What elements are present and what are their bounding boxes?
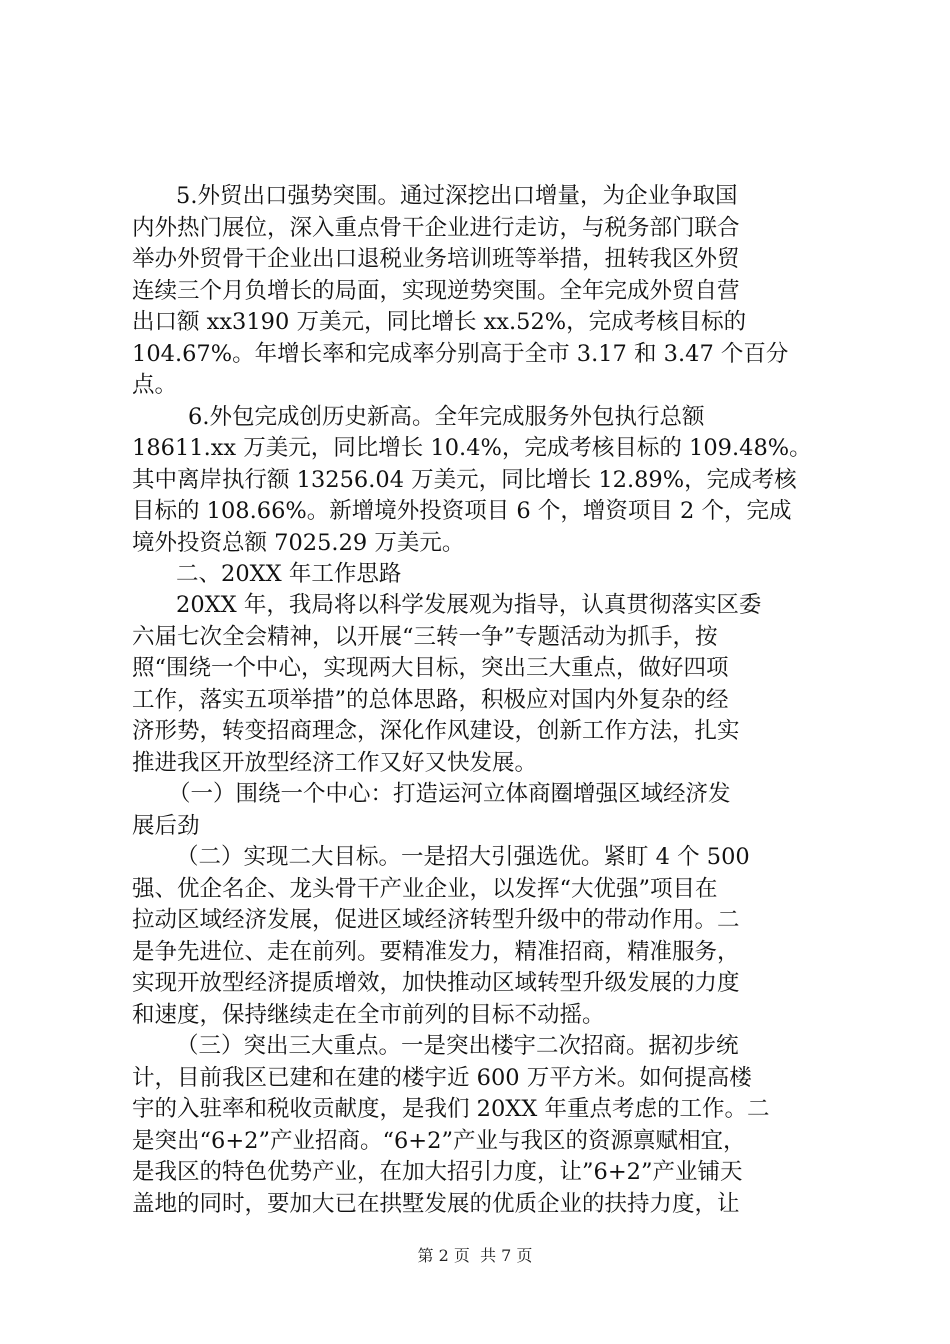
paragraph-line: 104.67%。年增长率和完成率分别高于全市 3.17 和 3.47 个百分 bbox=[132, 341, 789, 367]
paragraph-line: 是我区的特色优势产业，在加大招引力度，让”6+2”产业铺天 bbox=[132, 1159, 743, 1185]
paragraph-line: 境外投资总额 7025.29 万美元。 bbox=[132, 530, 465, 556]
paragraph-line: 内外热门展位，深入重点骨干企业进行走访，与税务部门联合 bbox=[132, 215, 740, 241]
section-heading: 二、20XX 年工作思路 bbox=[176, 561, 402, 587]
paragraph-line: 18611.xx 万美元，同比增长 10.4%，完成考核目标的 109.48%。 bbox=[132, 435, 812, 461]
subsection-heading: （一）围绕一个中心：打造运河立体商圈增强区域经济发 bbox=[168, 781, 731, 807]
paragraph-line: 强、优企名企、龙头骨干产业企业，以发挥“大优强”项目在 bbox=[132, 876, 718, 902]
paragraph-line: 盖地的同时，要加大已在拱墅发展的优质企业的扶持力度，让 bbox=[132, 1191, 740, 1217]
paragraph-line: 出口额 xx3190 万美元，同比增长 xx.52%，完成考核目标的 bbox=[132, 309, 747, 335]
paragraph-line: 宇的入驻率和税收贡献度，是我们 20XX 年重点考虑的工作。二 bbox=[132, 1096, 770, 1122]
paragraph-line: 20XX 年，我局将以科学发展观为指导，认真贯彻落实区委 bbox=[176, 592, 762, 618]
paragraph-line: 是突出“6+2”产业招商。“6+2”产业与我区的资源禀赋相宜， bbox=[132, 1128, 746, 1154]
paragraph-line: 6.外包完成创历史新高。全年完成服务外包执行总额 bbox=[188, 404, 705, 430]
paragraph-line: 拉动区域经济发展，促进区域经济转型升级中的带动作用。二 bbox=[132, 907, 740, 933]
paragraph-line: （三）突出三大重点。一是突出楼宇二次招商。据初步统 bbox=[176, 1033, 739, 1059]
paragraph-line: 是争先进位、走在前列。要精准发力，精准招商，精准服务， bbox=[132, 939, 740, 965]
paragraph-line: （二）实现二大目标。一是招大引强选优。紧盯 4 个 500 bbox=[176, 844, 750, 870]
page-number-footer: 第 2 页 共 7 页 bbox=[417, 1246, 533, 1265]
paragraph-line: 目标的 108.66%。新增境外投资项目 6 个，增资项目 2 个，完成 bbox=[132, 498, 792, 524]
paragraph-line: 连续三个月负增长的局面，实现逆势突围。全年完成外贸自营 bbox=[132, 278, 740, 304]
paragraph-line: 举办外贸骨干企业出口退税业务培训班等举措，扭转我区外贸 bbox=[132, 246, 740, 272]
paragraph-line: 点。 bbox=[132, 372, 178, 398]
paragraph-line: 济形势，转变招商理念，深化作风建设，创新工作方法，扎实 bbox=[132, 718, 740, 744]
paragraph-line: 其中离岸执行额 13256.04 万美元，同比增长 12.89%，完成考核 bbox=[132, 467, 797, 493]
paragraph-line: 5.外贸出口强势突围。通过深挖出口增量，为企业争取国 bbox=[176, 183, 738, 209]
paragraph-line: 工作，落实五项举措”的总体思路，积极应对国内外复杂的经 bbox=[132, 687, 729, 713]
paragraph-line: 照“围绕一个中心，实现两大目标，突出三大重点，做好四项 bbox=[132, 655, 729, 681]
subsection-heading: 展后劲 bbox=[132, 813, 200, 839]
paragraph-line: 和速度，保持继续走在全市前列的目标不动摇。 bbox=[132, 1002, 605, 1028]
paragraph-line: 六届七次全会精神，以开展“三转一争”专题活动为抓手，按 bbox=[132, 624, 718, 650]
paragraph-line: 推进我区开放型经济工作又好又快发展。 bbox=[132, 750, 538, 776]
paragraph-line: 实现开放型经济提质增效，加快推动区域转型升级发展的力度 bbox=[132, 970, 740, 996]
paragraph-line: 计，目前我区已建和在建的楼宇近 600 万平方米。如何提高楼 bbox=[132, 1065, 752, 1091]
